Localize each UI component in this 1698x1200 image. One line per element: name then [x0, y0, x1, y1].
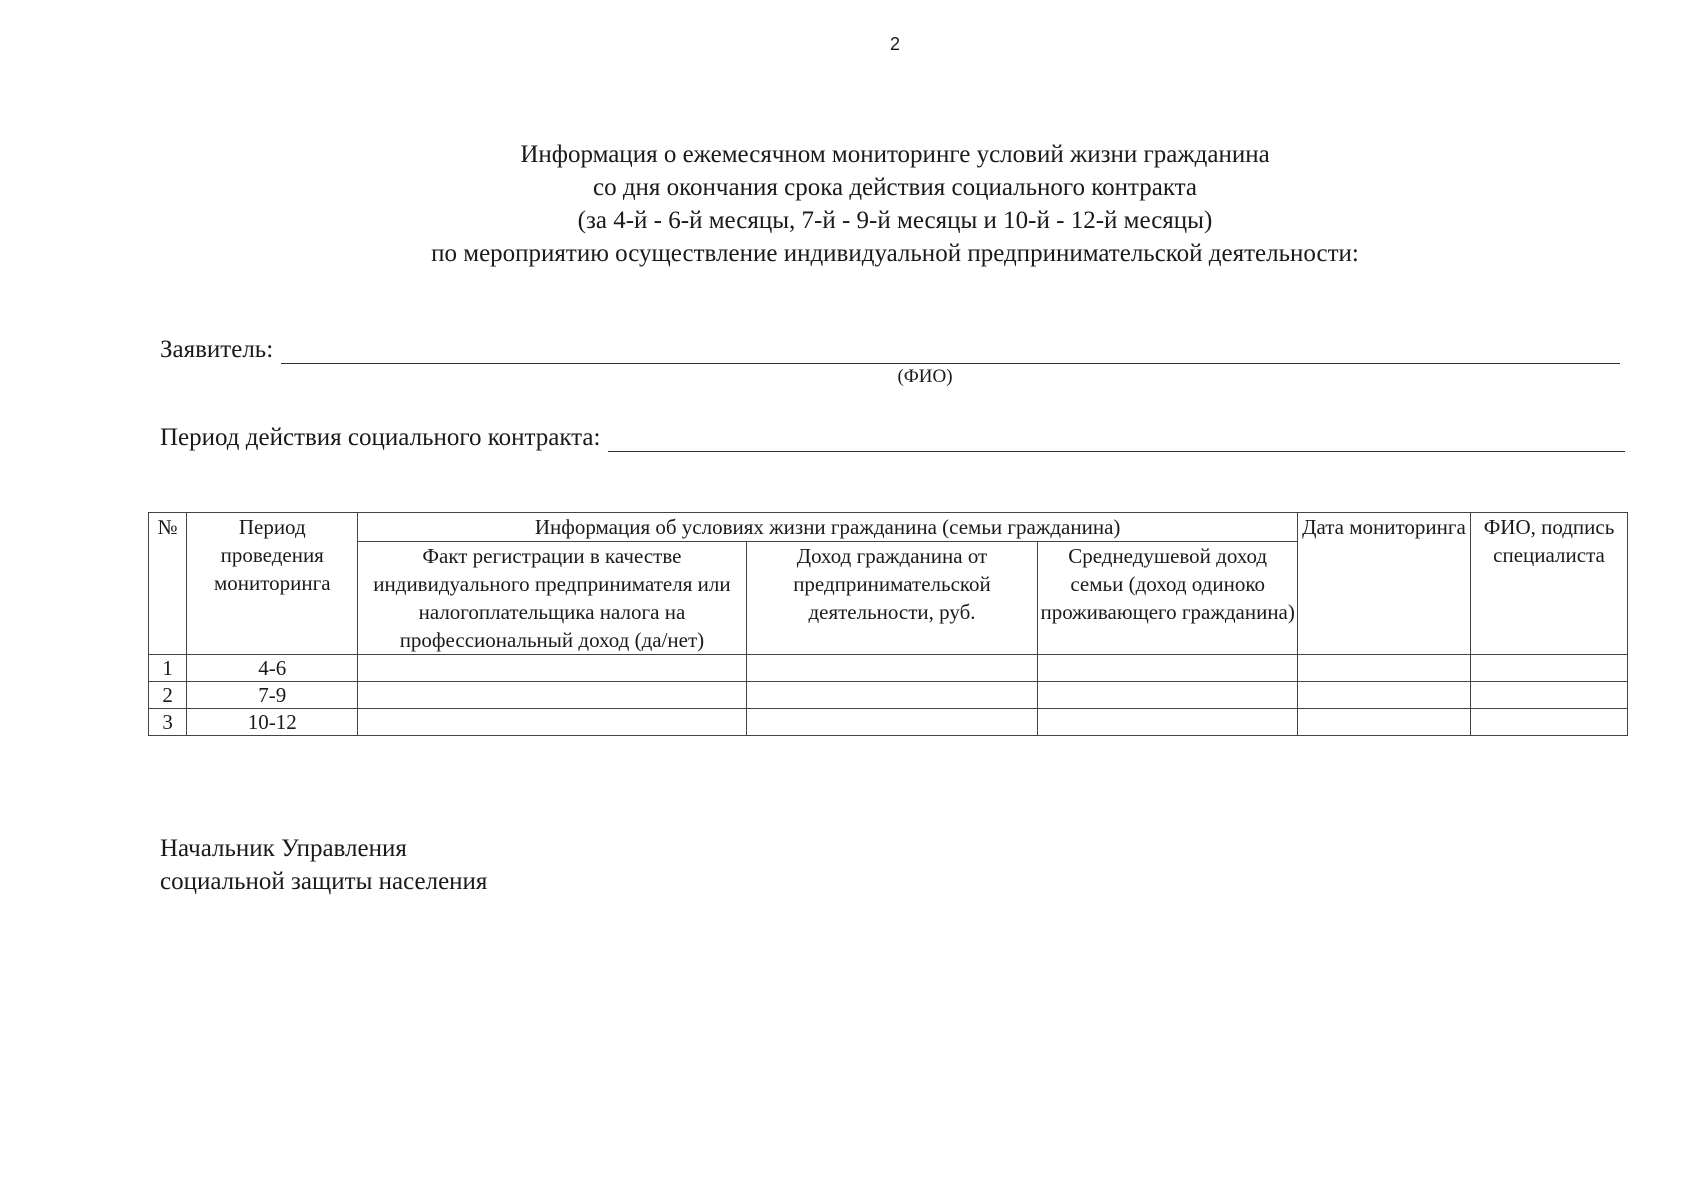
title-line-4: по мероприятию осуществление индивидуальной предпринимательской деятельности:: [431, 240, 1359, 267]
applicant-fill-line[interactable]: [281, 339, 1620, 364]
cell-fio[interactable]: [1471, 709, 1628, 736]
contract-period-field: [160, 424, 1625, 452]
signature-line-2: социальной защиты населения: [160, 868, 488, 895]
cell-registration-fact[interactable]: [358, 682, 746, 709]
header-income: Доход гражданина от предпринимательской деятельности, руб.: [746, 542, 1038, 655]
cell-registration-fact[interactable]: [358, 655, 746, 682]
applicant-label: Заявитель:: [160, 336, 274, 363]
table-row: [149, 655, 1628, 682]
header-info-group: Информация об условиях жизни гражданина (семьи гражданина): [358, 513, 1298, 542]
cell-registration-fact[interactable]: [358, 709, 746, 736]
header-num: №: [149, 513, 187, 655]
page-number: 2: [889, 34, 900, 54]
cell-avg-income[interactable]: [1038, 709, 1298, 736]
header-registration-fact: Факт регистрации в качестве индивидуального предпринимателя или налогоплательщика налога на профессиональный доход (да/нет): [358, 542, 746, 655]
title-line-1: Информация о ежемесячном мониторинге условий жизни гражданина: [520, 141, 1270, 168]
header-date: Дата мониторинга: [1297, 513, 1470, 655]
applicant-fio-caption: (ФИО): [897, 366, 953, 387]
title-line-3: (за 4-й - 6-й месяцы, 7-й - 9-й месяцы и 10-й - 12-й месяцы): [577, 207, 1213, 234]
header-avg-income: Среднедушевой доход семьи (доход одиноко проживающего гражданина): [1038, 542, 1298, 655]
cell-date[interactable]: [1297, 709, 1470, 736]
applicant-field: [160, 336, 1620, 364]
row-period: 4-6: [187, 655, 358, 682]
row-period: 10-12: [187, 709, 358, 736]
cell-avg-income[interactable]: [1038, 682, 1298, 709]
contract-period-fill-line[interactable]: [608, 427, 1625, 452]
title-line-2: со дня окончания срока действия социального контракта: [592, 174, 1198, 201]
table-row: [149, 682, 1628, 709]
row-num: 3: [149, 709, 187, 736]
cell-income[interactable]: [746, 682, 1038, 709]
cell-avg-income[interactable]: [1038, 655, 1298, 682]
cell-date[interactable]: [1297, 682, 1470, 709]
row-num: 1: [149, 655, 187, 682]
cell-date[interactable]: [1297, 655, 1470, 682]
contract-period-label: Период действия социального контракта:: [160, 424, 601, 451]
cell-fio[interactable]: [1471, 655, 1628, 682]
document-title: [300, 138, 1490, 270]
cell-income[interactable]: [746, 709, 1038, 736]
row-period: 7-9: [187, 682, 358, 709]
cell-fio[interactable]: [1471, 682, 1628, 709]
monitoring-table: [148, 512, 1628, 736]
cell-income[interactable]: [746, 655, 1038, 682]
header-period: Период проведения мониторинга: [187, 513, 358, 655]
row-num: 2: [149, 682, 187, 709]
table-row: [149, 709, 1628, 736]
signature-line-1: Начальник Управления: [160, 835, 407, 862]
signature-block: [160, 832, 487, 898]
header-fio: ФИО, подпись специалиста: [1471, 513, 1628, 655]
